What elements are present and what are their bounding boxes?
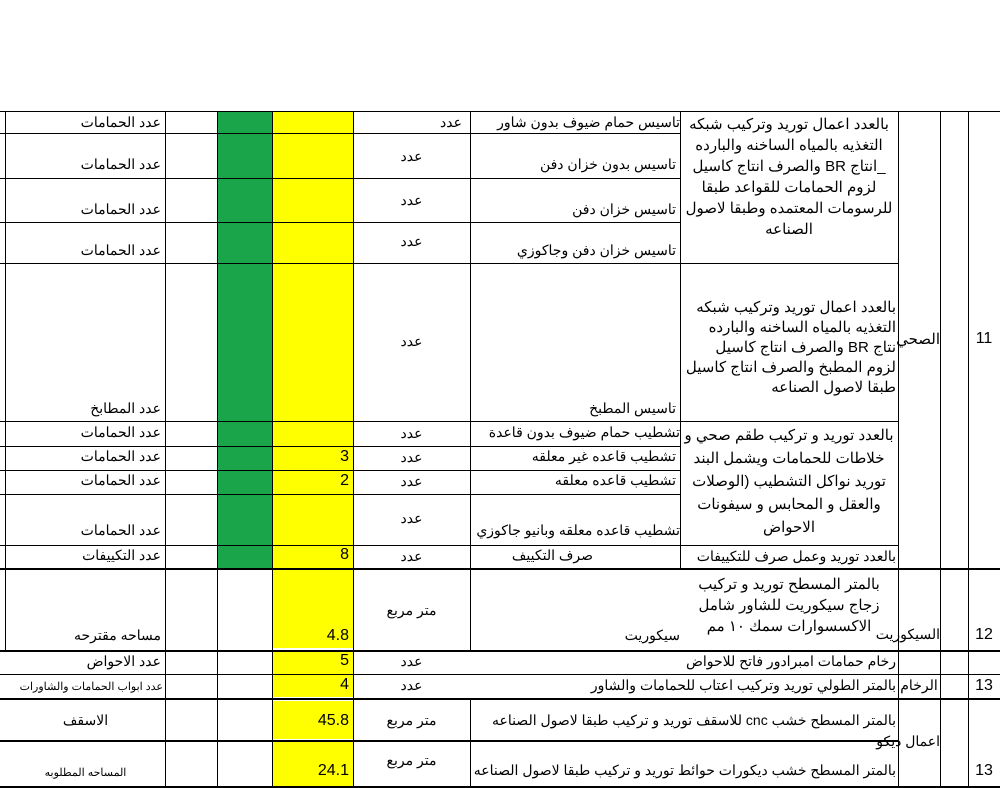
section-name: الصحي xyxy=(896,331,940,348)
grid-line xyxy=(470,111,471,651)
unit: متر مربع xyxy=(386,752,437,768)
quantity: 5 xyxy=(340,652,349,669)
quantity: 24.1 xyxy=(317,762,349,779)
basis: عدد الحمامات xyxy=(80,448,161,464)
unit: متر مربع xyxy=(386,602,437,618)
section-name: اعمال ديكو xyxy=(876,733,940,749)
unit: عدد xyxy=(400,333,423,349)
grid-line xyxy=(0,222,680,223)
unit: عدد xyxy=(400,510,423,526)
basis: الاسقف xyxy=(62,712,109,728)
grid-line xyxy=(0,470,680,471)
grid-line xyxy=(0,446,680,447)
grid-line xyxy=(470,699,471,786)
unit: عدد xyxy=(400,192,423,208)
basis: المساحه المطلوبه xyxy=(44,767,127,779)
unit: عدد xyxy=(400,148,423,164)
basis: عدد ابواب الحمامات والشاورات xyxy=(19,681,163,693)
grid-line xyxy=(0,111,1000,112)
grid-line xyxy=(0,674,1000,675)
item-name: تاسيس خزان دفن xyxy=(572,201,676,217)
grid-line xyxy=(217,111,218,786)
unit: عدد xyxy=(400,425,423,441)
grid-line xyxy=(0,421,898,422)
grid-line xyxy=(940,111,941,786)
description-securit: بالمتر المسطح توريد و تركيب زجاج سيكوريت للشاور شامل الاكسسوارات سمك ١٠ مم xyxy=(698,576,880,635)
quantity: 2 xyxy=(340,472,349,489)
grid-line xyxy=(680,111,681,569)
item-name: بالمتر المسطح خشب ديكورات حوائط توريد و تركيب طبقا لاصول الصناعه xyxy=(473,762,896,778)
grid-line xyxy=(0,494,680,495)
grid-line xyxy=(0,740,898,742)
unit: عدد xyxy=(440,114,462,130)
grid-line xyxy=(165,111,166,786)
quantity: 45.8 xyxy=(317,712,349,729)
unit: عدد xyxy=(400,677,423,693)
item-name: تشطيب حمام ضيوف بدون قاعدة xyxy=(488,424,680,440)
item-name: تشطيب قاعده غير معلقه xyxy=(531,448,676,464)
basis: عدد الحمامات xyxy=(80,472,161,488)
basis: عدد الحمامات xyxy=(80,424,161,440)
quantity: 4.8 xyxy=(326,627,349,644)
unit: عدد xyxy=(400,473,423,489)
basis: عدد الحمامات xyxy=(80,242,161,258)
quantity: 3 xyxy=(340,448,349,465)
description-bathrooms: بالعدد اعمال توريد وتركيب شبكه التغذيه بالمياه الساخنه والبارده _انتاج BR والصرف انتاج كاسيل لزوم الحمامات للقواعد طبقا للرسومات المعتمده وطبقا لاصول الصناعه xyxy=(685,116,893,238)
basis: عدد الحمامات xyxy=(80,114,161,130)
item-name: تاسيس بدون خزان دفن xyxy=(539,156,676,172)
unit: عدد xyxy=(400,449,423,465)
basis: عدد التكييفات xyxy=(82,547,161,563)
basis: عدد الحمامات xyxy=(80,522,161,538)
grid-line xyxy=(353,111,354,786)
basis: عدد الاحواض xyxy=(86,653,161,669)
unit: عدد xyxy=(400,653,423,669)
section-number: 12 xyxy=(975,626,993,643)
item-name: تشطيب قاعده معلقه وبانيو جاكوزي xyxy=(476,522,680,538)
section-name: الرخام xyxy=(900,677,938,693)
unit: عدد xyxy=(400,548,423,564)
section-number: 13 xyxy=(975,677,993,694)
item-name: تاسيس المطبخ xyxy=(589,400,676,416)
grid-line xyxy=(5,111,6,651)
basis: عدد الحمامات xyxy=(80,156,161,172)
basis: مساحه مقترحه xyxy=(74,627,161,643)
item-name: تشطيب قاعده معلقه xyxy=(554,472,676,488)
section-number: 13 xyxy=(975,762,993,779)
quantity: 4 xyxy=(340,676,349,693)
section-name: السيكوريت xyxy=(875,626,940,642)
grid-line xyxy=(0,650,1000,652)
unit: عدد xyxy=(400,233,423,249)
section-number: 11 xyxy=(975,330,993,347)
unit: متر مربع xyxy=(386,712,437,728)
quantity: 8 xyxy=(340,546,349,563)
item-name: بالمتر المسطح خشب cnc للاسقف توريد و تركيب طبقا لاصول الصناعه xyxy=(491,712,896,728)
item-name: سيكوريت xyxy=(624,627,680,643)
item-name: رخام حمامات امبرادور فاتح للاحواض xyxy=(685,653,896,669)
green-column-upper xyxy=(217,112,272,568)
basis: عدد الحمامات xyxy=(80,201,161,217)
description-kitchen: بالعدد اعمال توريد وتركيب شبكه التغذيه بالمياه الساخنه والبارده نتاج BR والصرف انتاج كاسيل لزوم المطبخ والصرف انتاج كاسيل طبقا لاصول الصناعه xyxy=(685,299,896,396)
item-name: صرف التكييف xyxy=(511,547,593,563)
item-name: تاسيس خزان دفن وجاكوزي xyxy=(516,242,676,258)
yellow-column-upper xyxy=(272,112,353,568)
description-ac: بالعدد توريد وعمل صرف للتكييفات xyxy=(696,548,896,564)
basis: عدد المطابخ xyxy=(90,400,161,416)
item-name: بالمتر الطولي توريد وتركيب اعتاب للحمامات والشاور xyxy=(590,677,896,693)
grid-line xyxy=(0,178,680,179)
item-name: تاسيس حمام ضيوف بدون شاور xyxy=(497,114,680,130)
grid-line xyxy=(0,698,1000,700)
grid-line xyxy=(0,568,1000,570)
description-finishing: بالعدد توريد و تركيب طقم صحي و خلاطات للحمامات ويشمل البند توريد نواكل التشطيب (الوصلات والعقل و المحابس و سيفونات الاحواض xyxy=(684,427,894,536)
